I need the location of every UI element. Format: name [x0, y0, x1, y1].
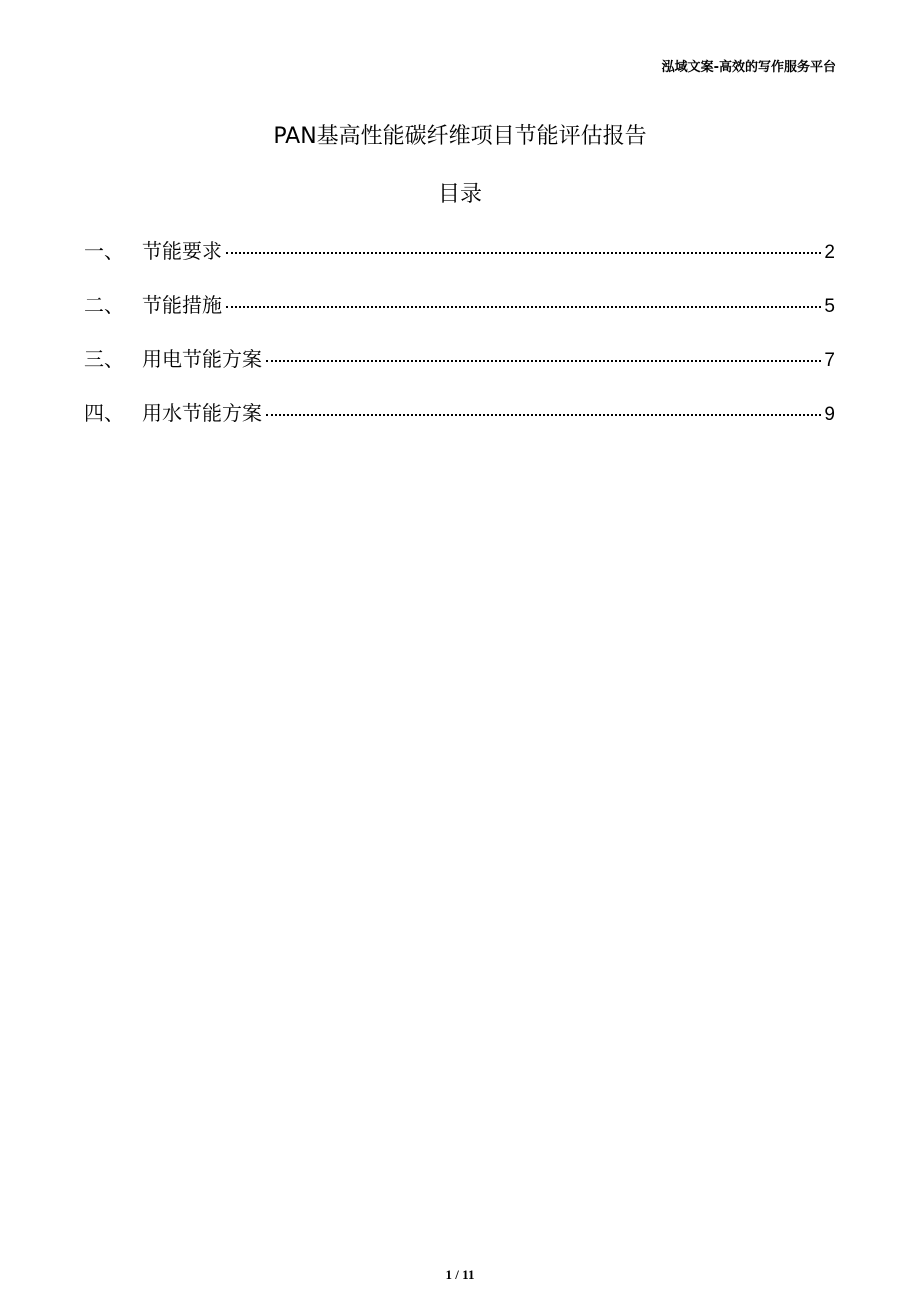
document-title: PAN基高性能碳纤维项目节能评估报告 — [273, 124, 647, 149]
toc-entry-page: 7 — [824, 350, 835, 371]
toc-entry-number: 一、 — [84, 239, 124, 263]
toc-dot-leader — [266, 414, 821, 416]
toc-entry[interactable] — [84, 290, 835, 344]
toc-heading: 目录 — [437, 182, 482, 207]
toc-entry-page: 2 — [824, 242, 835, 263]
toc-dot-leader — [266, 360, 821, 362]
toc-entry-label: 节能要求 — [142, 239, 222, 263]
toc-entry[interactable] — [84, 236, 835, 290]
page-header: 泓域文案-高效的写作服务平台 — [661, 60, 836, 75]
toc-entry[interactable] — [84, 344, 835, 398]
toc-entry-number: 三、 — [84, 347, 124, 371]
toc-entry-number: 二、 — [84, 293, 124, 317]
toc-entry-label: 用水节能方案 — [142, 401, 262, 425]
toc-entry-page: 5 — [824, 296, 835, 317]
page-number: 1 / 11 — [445, 1267, 475, 1282]
toc-entry[interactable] — [84, 398, 835, 452]
toc-dot-leader — [226, 252, 821, 254]
toc-entry-label: 节能措施 — [142, 293, 222, 317]
toc-entry-number: 四、 — [84, 401, 124, 425]
toc-entry-page: 9 — [824, 404, 835, 425]
toc-dot-leader — [226, 306, 821, 308]
table-of-contents — [84, 236, 835, 452]
toc-entry-label: 用电节能方案 — [142, 347, 262, 371]
